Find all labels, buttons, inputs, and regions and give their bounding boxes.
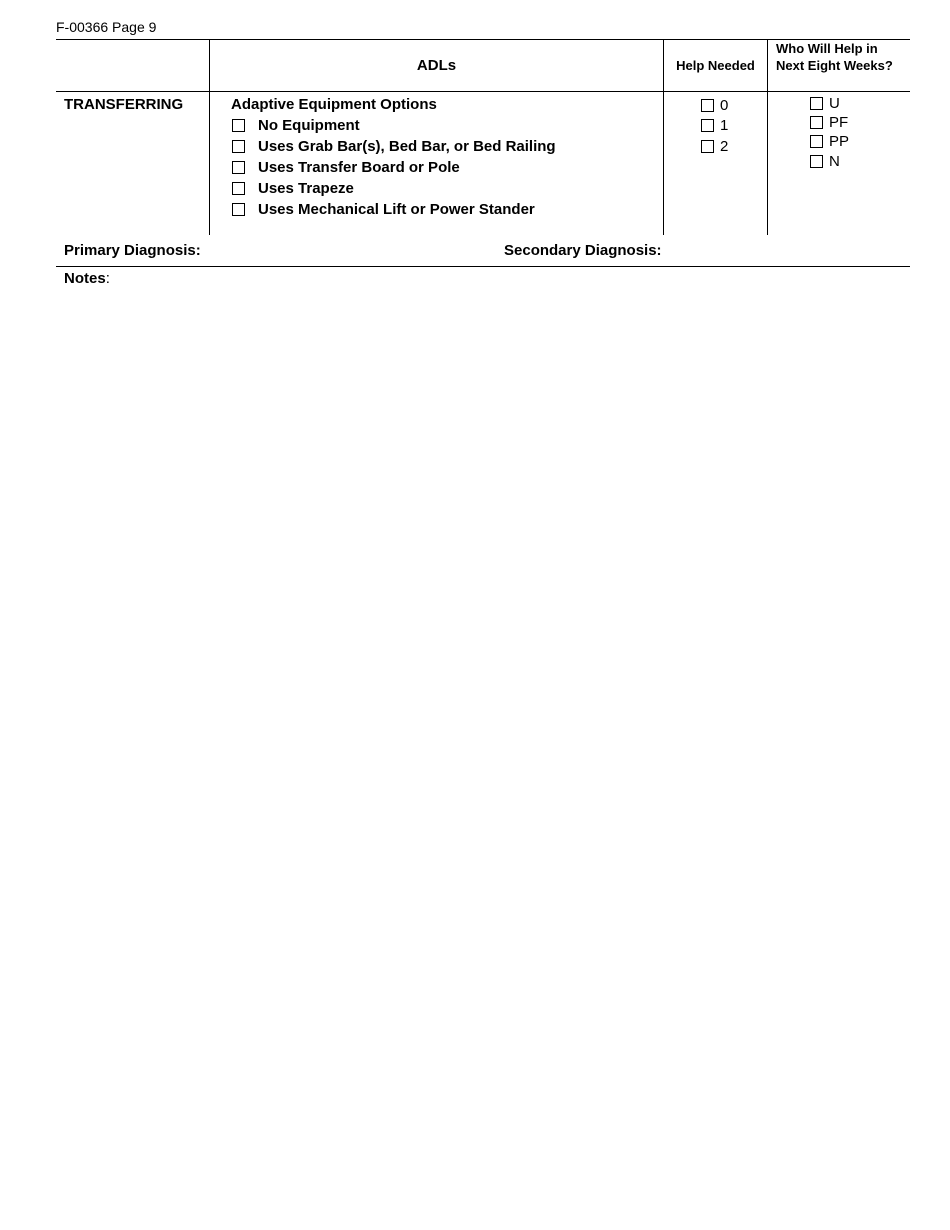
help-level-label: 0 <box>720 97 729 114</box>
diagnosis-bottom-border <box>56 266 910 267</box>
checkbox[interactable] <box>701 140 714 153</box>
help-level-1[interactable] <box>701 117 728 134</box>
help-level-label: 2 <box>720 138 729 155</box>
option-trapeze[interactable] <box>232 180 354 197</box>
header-adls: ADLs <box>416 57 457 74</box>
notes-colon: : <box>105 270 110 287</box>
adaptive-equipment-title: Adaptive Equipment Options <box>231 96 437 113</box>
option-label: Uses Grab Bar(s), Bed Bar, or Bed Railing <box>258 138 556 155</box>
helper-pp[interactable] <box>810 133 849 150</box>
primary-diagnosis-label: Primary Diagnosis: <box>64 242 201 259</box>
helper-n[interactable] <box>810 153 840 170</box>
help-level-2[interactable] <box>701 138 728 155</box>
header-who-will-help: Who Will Help in Next Eight Weeks? <box>776 41 893 73</box>
helper-u[interactable] <box>810 95 840 112</box>
helper-label: PP <box>829 133 850 150</box>
option-label: No Equipment <box>258 117 360 134</box>
notes-field <box>64 270 110 287</box>
option-label: Uses Mechanical Lift or Power Stander <box>258 201 535 218</box>
notes-label: Notes <box>64 270 106 287</box>
option-no-equipment[interactable] <box>232 117 360 134</box>
help-level-0[interactable] <box>701 97 728 114</box>
checkbox[interactable] <box>810 135 823 148</box>
checkbox[interactable] <box>232 182 245 195</box>
checkbox[interactable] <box>810 97 823 110</box>
header-help-needed: Help Needed <box>676 58 755 73</box>
option-label: Uses Transfer Board or Pole <box>258 159 460 176</box>
checkbox[interactable] <box>232 119 245 132</box>
checkbox[interactable] <box>232 203 245 216</box>
checkbox[interactable] <box>232 161 245 174</box>
table-top-border <box>56 39 910 40</box>
header-bottom-border <box>56 91 910 92</box>
checkbox[interactable] <box>810 116 823 129</box>
option-label: Uses Trapeze <box>258 180 354 197</box>
checkbox[interactable] <box>232 140 245 153</box>
checkbox[interactable] <box>701 119 714 132</box>
option-transfer-board[interactable] <box>232 159 460 176</box>
helper-pf[interactable] <box>810 114 848 131</box>
secondary-diagnosis-label: Secondary Diagnosis: <box>504 242 662 259</box>
helper-label: U <box>829 95 840 112</box>
checkbox[interactable] <box>701 99 714 112</box>
helper-label: N <box>829 153 840 170</box>
column-divider-help <box>767 39 768 235</box>
option-grab-bar[interactable] <box>232 138 556 155</box>
form-page-number: F-00366 Page 9 <box>56 19 157 35</box>
helper-label: PF <box>829 114 849 131</box>
row-label-transferring: TRANSFERRING <box>64 96 184 113</box>
checkbox[interactable] <box>810 155 823 168</box>
help-level-label: 1 <box>720 117 729 134</box>
option-mechanical-lift[interactable] <box>232 201 535 218</box>
